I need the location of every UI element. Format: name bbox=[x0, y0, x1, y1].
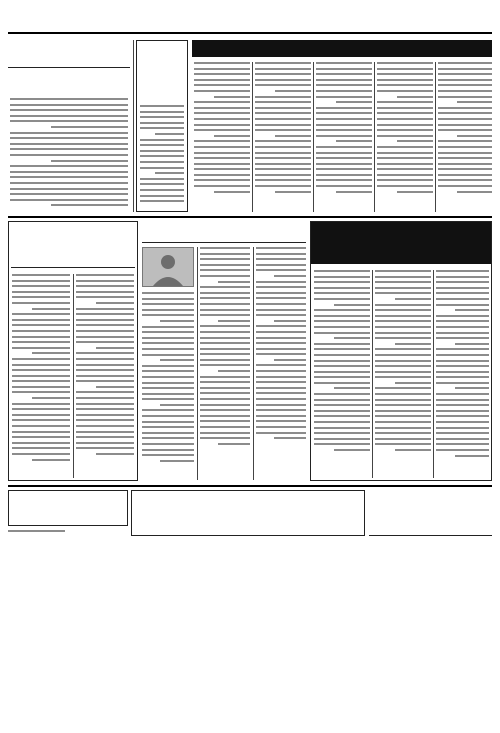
person-photo-icon bbox=[143, 248, 193, 286]
story-mid-left-col-2 bbox=[76, 274, 134, 478]
section-rule bbox=[8, 485, 492, 487]
column-rule bbox=[372, 270, 373, 478]
story-top-right-col-5 bbox=[438, 62, 492, 212]
story-top-right-col-3 bbox=[316, 62, 372, 212]
story-top-middle-body bbox=[140, 105, 184, 209]
story-mid-right-col-3 bbox=[436, 270, 489, 478]
column-rule bbox=[435, 62, 436, 212]
story-mid-right-headline bbox=[311, 222, 491, 264]
column-rule bbox=[133, 40, 134, 212]
story-top-middle bbox=[136, 40, 188, 212]
story-top-right-col-4 bbox=[377, 62, 433, 212]
story-mid-left-col-1 bbox=[12, 274, 70, 478]
story-mid-left bbox=[8, 221, 138, 481]
story-mid-center-col-1 bbox=[142, 292, 194, 480]
story-mid-center-headline bbox=[142, 221, 306, 243]
story-top-right-headline bbox=[192, 40, 492, 57]
column-rule bbox=[313, 62, 314, 212]
story-mid-right bbox=[310, 221, 492, 481]
column-rule bbox=[197, 247, 198, 480]
column-rule bbox=[252, 62, 253, 212]
paper-title bbox=[8, 9, 21, 30]
column-rule bbox=[433, 270, 434, 478]
masthead bbox=[8, 6, 492, 34]
story-lower-center-subhead bbox=[134, 516, 362, 534]
story-mid-right-col-2 bbox=[375, 270, 431, 478]
section-rule bbox=[8, 216, 492, 218]
story-top-middle-headline bbox=[139, 43, 185, 101]
story-mid-center-col-3 bbox=[256, 247, 306, 480]
story-lower-left-col-1 bbox=[8, 530, 65, 536]
story-lower-right-headline bbox=[369, 490, 492, 536]
column-rule bbox=[253, 247, 254, 480]
story-top-right-col-1 bbox=[194, 62, 250, 212]
story-top-left-body bbox=[10, 98, 128, 212]
story-mid-left-headline bbox=[11, 224, 135, 268]
column-rule bbox=[73, 274, 74, 478]
story-mid-center-col-2 bbox=[200, 247, 250, 480]
story-lower-left-headline bbox=[8, 490, 128, 526]
column-rule bbox=[374, 62, 375, 212]
story-top-right-col-2 bbox=[255, 62, 311, 212]
story-top-left-subhead bbox=[8, 70, 130, 94]
news-photo bbox=[142, 247, 194, 287]
story-lower-center-headline bbox=[134, 493, 362, 515]
story-top-left-headline bbox=[8, 40, 130, 68]
story-lower-center bbox=[131, 490, 365, 536]
story-mid-right-col-1 bbox=[314, 270, 370, 478]
